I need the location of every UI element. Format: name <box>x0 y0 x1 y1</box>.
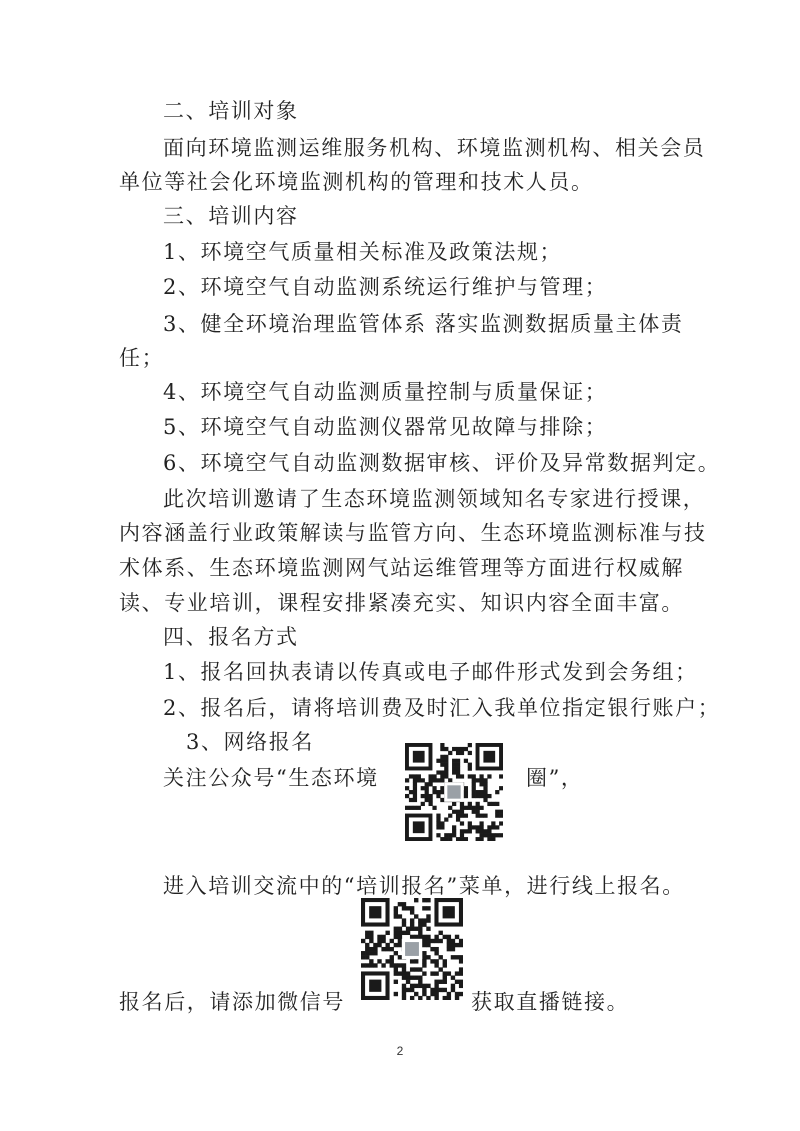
content-paragraph-line: 术体系、生态环境监测网气站运维管理等方面进行权威解 <box>119 556 684 580</box>
follow-account-text-end: 圈”， <box>526 766 584 790</box>
qr-code-icon <box>361 898 463 1000</box>
page-number: 2 <box>396 1044 404 1058</box>
menu-instruction-text: 进入培训交流中的“培训报名”菜单，进行线上报名。 <box>163 874 685 898</box>
qr-code-icon <box>405 743 503 841</box>
content-paragraph-line: 内容涵盖行业政策解读与监管方向、生态环境监测标准与技 <box>119 521 707 545</box>
wechat-instruction-text-end: 获取直播链接。 <box>471 990 630 1014</box>
registration-item: 2、报名后，请将培训费及时汇入我单位指定银行账户； <box>163 696 721 720</box>
qr-code-icon <box>405 743 503 841</box>
registration-item: 3、网络报名 <box>186 730 314 754</box>
content-list-item: 3、健全环境治理监管体系 落实监测数据质量主体责 <box>163 312 684 336</box>
follow-account-text: 关注公众号“生态环境 <box>163 766 379 790</box>
content-list-item: 4、环境空气自动监测质量控制与质量保证； <box>163 380 608 404</box>
section-heading-objects: 二、培训对象 <box>163 99 299 123</box>
objects-body-line: 面向环境监测运维服务机构、环境监测机构、相关会员 <box>163 136 706 160</box>
section-heading-registration: 四、报名方式 <box>163 625 299 649</box>
content-list-item: 任； <box>119 346 165 370</box>
section-heading-content: 三、培训内容 <box>163 204 299 228</box>
content-list-item: 6、环境空气自动监测数据审核、评价及异常数据判定。 <box>163 451 721 475</box>
registration-item: 1、报名回执表请以传真或电子邮件形式发到会务组； <box>163 660 698 684</box>
content-list-item: 5、环境空气自动监测仪器常见故障与排除； <box>163 415 608 439</box>
qr-code-icon <box>361 898 463 1000</box>
content-paragraph-line: 读、专业培训，课程安排紧凑充实、知识内容全面丰富。 <box>119 591 684 615</box>
objects-body-line: 单位等社会化环境监测机构的管理和技术人员。 <box>119 170 594 194</box>
content-list-item: 2、环境空气自动监测系统运行维护与管理； <box>163 275 608 299</box>
wechat-instruction-text: 报名后，请添加微信号 <box>119 990 345 1014</box>
content-list-item: 1、环境空气质量相关标准及政策法规； <box>163 240 563 264</box>
content-paragraph-line: 此次培训邀请了生态环境监测领域知名专家进行授课， <box>163 487 706 511</box>
